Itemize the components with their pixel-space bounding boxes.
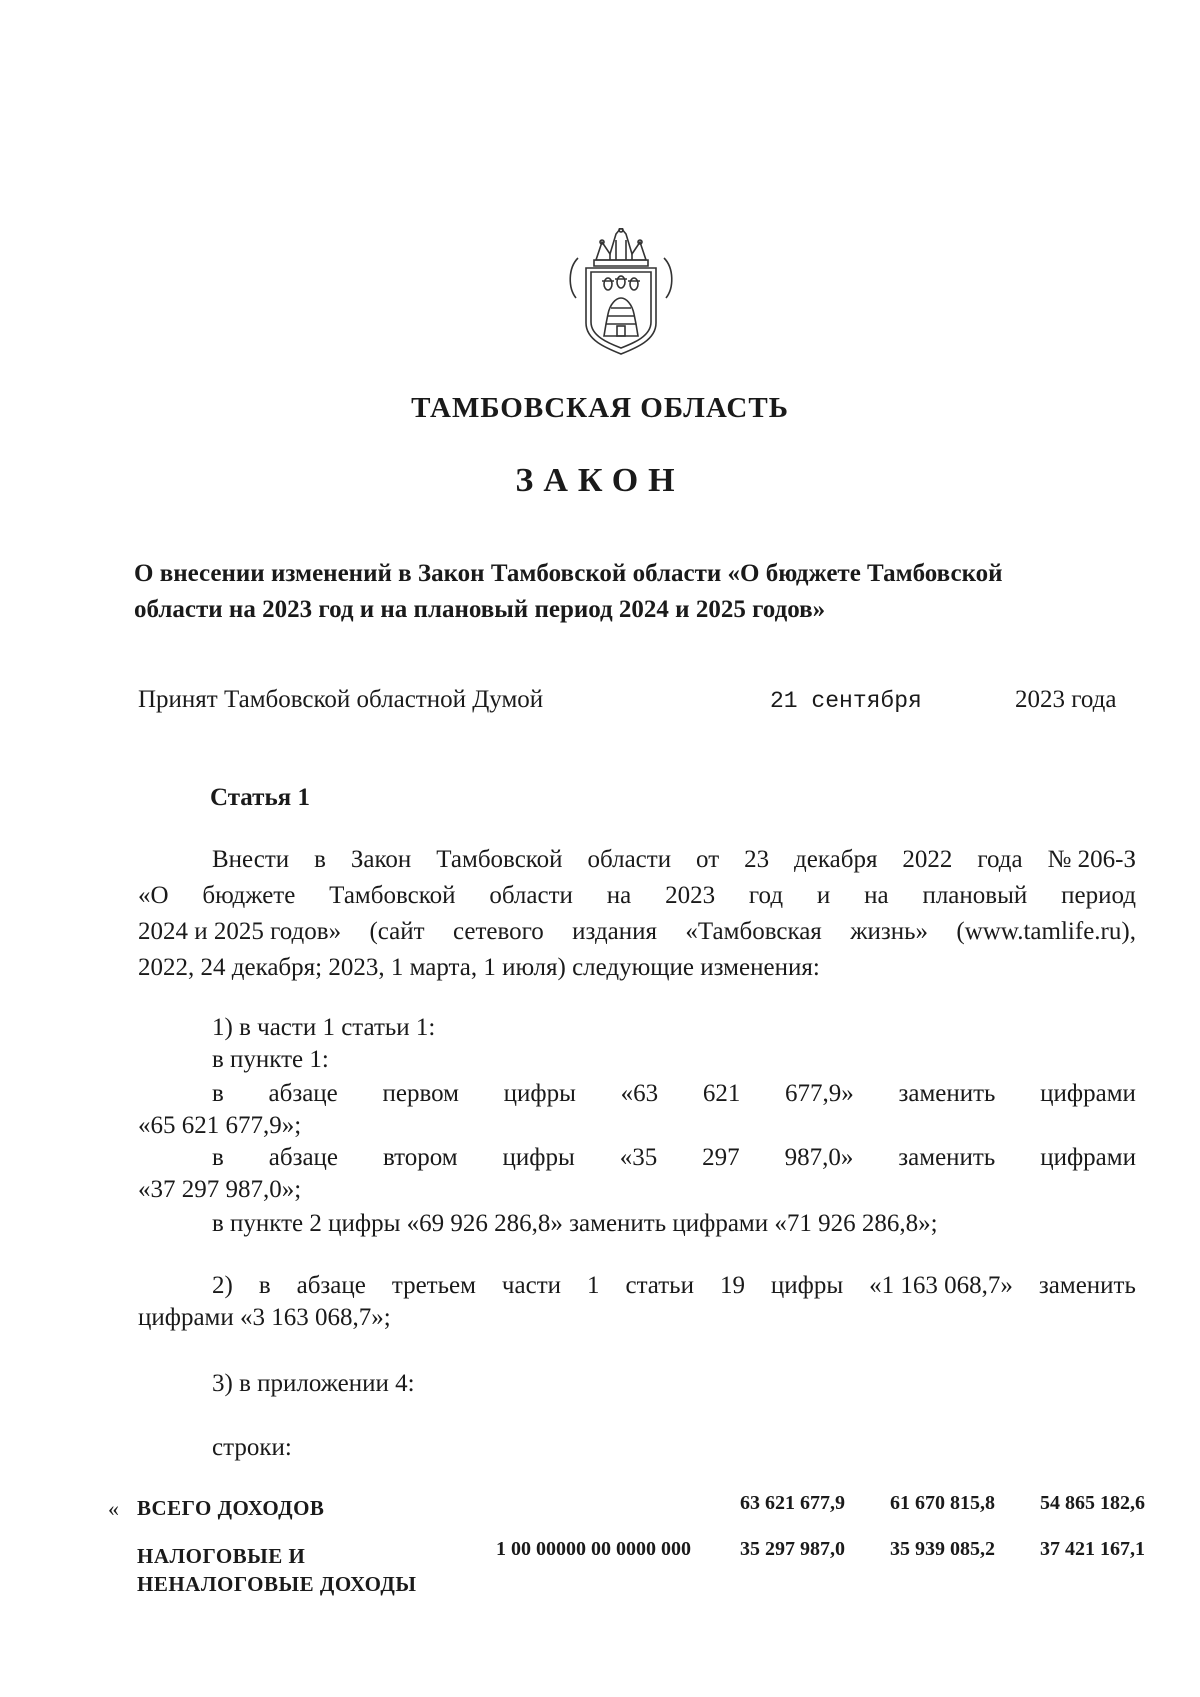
row-name-line-2: НЕНАЛОГОВЫЕ ДОХОДЫ bbox=[137, 1572, 417, 1596]
word: на bbox=[606, 882, 632, 909]
region-name: ТАМБОВСКАЯ ОБЛАСТЬ bbox=[411, 392, 789, 424]
word: в bbox=[212, 1144, 224, 1171]
article-heading: Статья 1 bbox=[210, 784, 310, 811]
word: в bbox=[212, 1080, 224, 1107]
word: от bbox=[696, 846, 720, 873]
item-2-line-2: цифрами «3 163 068,7»; bbox=[138, 1304, 391, 1331]
row-value-2024: 35 939 085,2 bbox=[890, 1538, 995, 1560]
word: 19 bbox=[719, 1272, 745, 1299]
word: 2022 bbox=[902, 846, 953, 873]
word: заменить bbox=[1038, 1272, 1136, 1299]
word: период bbox=[1061, 882, 1136, 909]
item-1-paragraph-2-continuation: «37 297 987,0»; bbox=[138, 1176, 302, 1203]
item-1-subpoint: в пункте 1: bbox=[212, 1046, 329, 1073]
word: абзаце bbox=[268, 1144, 339, 1171]
word: цифрами bbox=[1040, 1080, 1136, 1107]
word: цифры bbox=[503, 1080, 576, 1107]
word: Тамбовской bbox=[436, 846, 563, 873]
word: 2023 bbox=[665, 882, 716, 909]
word: первом bbox=[382, 1080, 459, 1107]
word: «1 163 068,7» bbox=[869, 1272, 1013, 1299]
word: издания bbox=[572, 918, 658, 945]
item-1-paragraph-1-continuation: «65 621 677,9»; bbox=[138, 1112, 302, 1139]
row-value-2023: 35 297 987,0 bbox=[740, 1538, 845, 1560]
word: цифры bbox=[770, 1272, 844, 1299]
word: 297 bbox=[702, 1144, 740, 1171]
item-2-line-1 bbox=[212, 1272, 1136, 1300]
word: Тамбовской bbox=[329, 882, 456, 909]
word: «О bbox=[138, 882, 169, 909]
intro-line-4: 2022, 24 декабря; 2023, 1 марта, 1 июля) следующие изменения: bbox=[138, 954, 820, 981]
word: на bbox=[864, 882, 889, 909]
word: статьи bbox=[625, 1272, 694, 1299]
word: заменить bbox=[898, 1144, 996, 1171]
word: цифрами bbox=[1040, 1144, 1136, 1171]
word: цифры bbox=[502, 1144, 575, 1171]
law-title bbox=[134, 556, 1134, 628]
word: абзаце bbox=[296, 1272, 366, 1299]
row-value-2025: 54 865 182,6 bbox=[1040, 1492, 1145, 1514]
intro-line-1 bbox=[212, 846, 1136, 874]
word: области bbox=[489, 882, 573, 909]
word: жизнь» bbox=[850, 918, 928, 945]
word: «63 bbox=[620, 1080, 659, 1107]
row-value-2024: 61 670 815,8 bbox=[890, 1492, 995, 1514]
adoption-label: Принят Тамбовской областной Думой bbox=[138, 686, 544, 713]
row-value-2023: 63 621 677,9 bbox=[740, 1492, 845, 1514]
word: 677,9» bbox=[785, 1080, 854, 1107]
row-value-2025: 37 421 167,1 bbox=[1040, 1538, 1145, 1560]
word: части bbox=[501, 1272, 561, 1299]
word: 2024 и 2025 годов» bbox=[138, 918, 342, 945]
coat-of-arms-emblem bbox=[566, 228, 676, 358]
word: 2) bbox=[212, 1272, 233, 1299]
adoption-day-month: 21 сентября bbox=[770, 688, 922, 714]
word: втором bbox=[382, 1144, 458, 1171]
item-1-paragraph-2 bbox=[212, 1144, 1136, 1172]
word: год bbox=[748, 882, 784, 909]
row-name: ВСЕГО ДОХОДОВ bbox=[137, 1496, 325, 1520]
row-budget-code: 1 00 00000 00 0000 000 bbox=[496, 1538, 691, 1560]
word: сетевого bbox=[452, 918, 544, 945]
word: 621 bbox=[702, 1080, 741, 1107]
table-open-quote: « bbox=[108, 1496, 119, 1521]
word: в bbox=[314, 846, 326, 873]
word: «Тамбовская bbox=[685, 918, 822, 945]
word: в bbox=[258, 1272, 271, 1299]
intro-line-3 bbox=[138, 918, 1136, 946]
item-3-heading: 3) в приложении 4: bbox=[212, 1370, 415, 1397]
word: Закон bbox=[350, 846, 412, 873]
word: плановый bbox=[922, 882, 1028, 909]
word: года bbox=[977, 846, 1023, 873]
word: заменить bbox=[898, 1080, 996, 1107]
word: Внести bbox=[212, 846, 290, 873]
word: № 206-З bbox=[1047, 846, 1136, 873]
word: (www.tamlife.ru), bbox=[956, 918, 1136, 945]
word: области bbox=[587, 846, 672, 873]
word: бюджете bbox=[202, 882, 296, 909]
word: и bbox=[816, 882, 831, 909]
adoption-year: 2023 года bbox=[1015, 686, 1117, 713]
word: 987,0» bbox=[784, 1144, 854, 1171]
word: «35 bbox=[619, 1144, 658, 1171]
word: декабря bbox=[794, 846, 878, 873]
item-1-heading: 1) в части 1 статьи 1: bbox=[212, 1014, 436, 1041]
law-title-line-2: области на 2023 год и на плановый период 2024 и 2025 годов» bbox=[134, 596, 826, 623]
row-name-line-1: НАЛОГОВЫЕ И bbox=[137, 1544, 306, 1568]
intro-line-2 bbox=[138, 882, 1136, 910]
law-title-line-1: О внесении изменений в Закон Тамбовской области «О бюджете Тамбовской bbox=[134, 560, 1003, 587]
word: (сайт bbox=[369, 918, 425, 945]
word: третьем bbox=[391, 1272, 476, 1299]
item-1-paragraph-1 bbox=[212, 1080, 1136, 1108]
word: 23 bbox=[744, 846, 770, 873]
word: абзаце bbox=[268, 1080, 338, 1107]
word: 1 bbox=[586, 1272, 600, 1299]
rows-label: строки: bbox=[212, 1434, 292, 1461]
item-1-point-2: в пункте 2 цифры «69 926 286,8» заменить цифрами «71 926 286,8»; bbox=[212, 1210, 938, 1237]
document-type: ЗАКОН bbox=[515, 462, 685, 499]
